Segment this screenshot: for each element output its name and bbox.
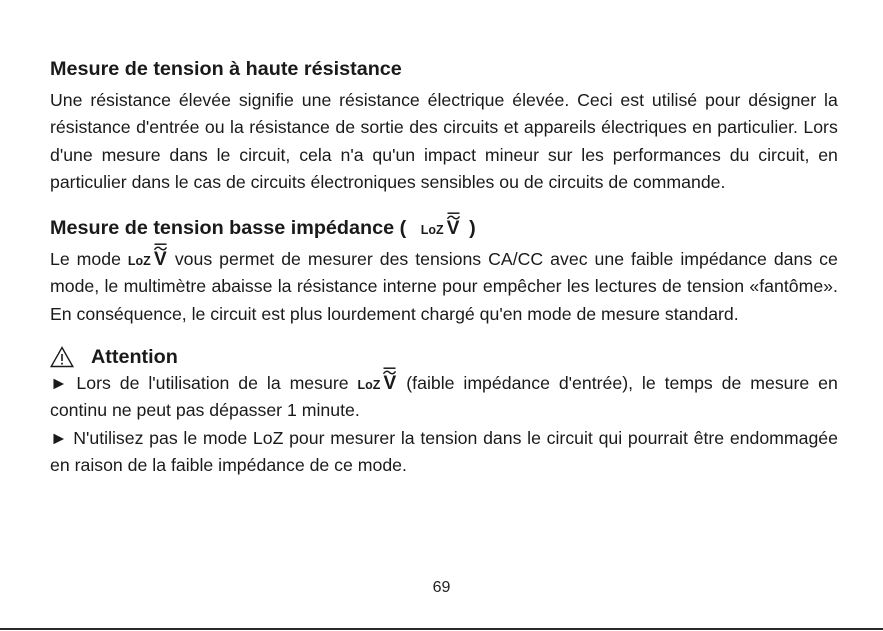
word: mode bbox=[76, 249, 121, 269]
list-item-line: continu ne peut pas dépasser 1 minute. bbox=[50, 400, 360, 421]
paragraph-low-impedance bbox=[50, 246, 838, 328]
word: en bbox=[818, 373, 838, 393]
word: dans bbox=[483, 427, 522, 448]
word: particulier. bbox=[717, 117, 798, 138]
bullet-marker: ► bbox=[50, 427, 68, 448]
word: mode bbox=[202, 427, 248, 448]
word: est bbox=[620, 90, 645, 110]
warning-triangle-icon bbox=[50, 346, 74, 368]
word: tension bbox=[420, 427, 478, 448]
word: mineur bbox=[484, 144, 539, 165]
page-number: 69 bbox=[432, 579, 451, 596]
word: résistance bbox=[339, 90, 420, 110]
word: électriques bbox=[601, 117, 687, 138]
word: qui bbox=[598, 427, 623, 448]
word: résistance bbox=[50, 117, 131, 138]
ac-dc-voltage-icon bbox=[382, 374, 397, 393]
word: de bbox=[238, 373, 258, 393]
loz-voltage-symbol bbox=[357, 374, 397, 393]
word: abaisse bbox=[211, 276, 273, 297]
word: les bbox=[566, 276, 590, 297]
ac-dc-voltage-icon bbox=[446, 219, 461, 238]
paragraph-high-resistance bbox=[50, 87, 838, 196]
word: Une bbox=[50, 90, 83, 110]
word: de bbox=[119, 373, 140, 393]
word: circuit, bbox=[758, 144, 810, 165]
word: mesurer bbox=[330, 427, 396, 448]
word: désigner bbox=[748, 90, 817, 110]
word: vous bbox=[174, 249, 213, 269]
word: signifie bbox=[238, 90, 294, 110]
word: électrique bbox=[427, 90, 505, 110]
voltage-v-label: V bbox=[446, 218, 460, 239]
word: le bbox=[183, 427, 198, 448]
word: tension bbox=[687, 276, 745, 297]
word: de bbox=[662, 276, 682, 297]
word: pas bbox=[149, 427, 178, 448]
word: tensions bbox=[415, 249, 482, 269]
word: mesure bbox=[750, 373, 810, 393]
word: mode, bbox=[50, 276, 100, 297]
word: lectures bbox=[594, 276, 657, 297]
heading-high-resistance-measurement: Mesure de tension à haute résistance bbox=[50, 58, 402, 80]
word: empêcher bbox=[482, 276, 562, 297]
word: interne bbox=[382, 276, 437, 297]
word: élevée bbox=[178, 90, 231, 110]
word: dans bbox=[169, 144, 208, 165]
word: Lors bbox=[76, 373, 111, 393]
word: la bbox=[824, 90, 838, 110]
word: qu'un bbox=[372, 144, 416, 165]
word: des bbox=[379, 249, 409, 269]
heading-low-impedance-measurement bbox=[50, 216, 476, 240]
word: résistance bbox=[296, 276, 378, 297]
word: performances bbox=[612, 144, 721, 165]
word: circuits bbox=[443, 117, 499, 138]
list-item-line bbox=[50, 425, 838, 452]
word: du bbox=[729, 144, 750, 165]
attention-title: Attention bbox=[91, 346, 178, 368]
word: pourrait bbox=[627, 427, 688, 448]
word: de bbox=[281, 249, 301, 269]
loz-label: LoZ bbox=[127, 254, 151, 268]
bullet-marker: ► bbox=[50, 373, 68, 393]
word: en bbox=[692, 117, 712, 138]
word: circuit, bbox=[239, 144, 291, 165]
word: pour bbox=[705, 90, 741, 110]
paragraph-line bbox=[50, 114, 838, 141]
word: en bbox=[818, 144, 838, 165]
word: d'entrée bbox=[136, 117, 200, 138]
word: ou bbox=[204, 117, 225, 138]
word: pour bbox=[289, 427, 325, 448]
loz-label: LoZ bbox=[357, 378, 381, 392]
word: sur bbox=[547, 144, 573, 165]
word: le bbox=[216, 144, 231, 165]
word: de bbox=[335, 117, 356, 138]
word: impédance bbox=[463, 373, 550, 393]
word: impact bbox=[423, 144, 477, 165]
word: le bbox=[527, 427, 541, 448]
word: la bbox=[277, 276, 292, 297]
paragraph-line bbox=[50, 142, 838, 169]
attention-list bbox=[50, 370, 838, 479]
word: de bbox=[721, 373, 742, 393]
word: mesure bbox=[101, 144, 161, 165]
word: l'utilisation bbox=[148, 373, 230, 393]
voltage-v-label: V bbox=[383, 373, 397, 394]
word: Le bbox=[50, 249, 70, 269]
word: la bbox=[266, 373, 281, 393]
paragraph-line: En conséquence, le circuit est plus lourdement chargé qu'en mode de mesure standard. bbox=[50, 303, 739, 324]
word: la bbox=[400, 427, 415, 448]
word: élevée. bbox=[512, 90, 570, 110]
word: CA/CC bbox=[488, 249, 544, 269]
word: LoZ bbox=[252, 427, 284, 448]
heading-closing-paren: ) bbox=[469, 217, 476, 239]
word: une bbox=[594, 249, 625, 269]
word: endommagée bbox=[729, 427, 838, 448]
word: (faible bbox=[406, 373, 455, 393]
word: d'entrée), bbox=[558, 373, 633, 393]
word: résistance bbox=[90, 90, 171, 110]
word: pour bbox=[442, 276, 478, 297]
word: permet bbox=[219, 249, 275, 269]
word: temps bbox=[664, 373, 713, 393]
word: et bbox=[503, 117, 519, 138]
word: sortie bbox=[360, 117, 404, 138]
loz-label: LoZ bbox=[420, 223, 444, 237]
list-item-line bbox=[50, 370, 838, 397]
word: être bbox=[693, 427, 725, 448]
word: mesure bbox=[289, 373, 349, 393]
word: circuit bbox=[546, 427, 593, 448]
word: d'une bbox=[50, 144, 93, 165]
word: dans bbox=[773, 249, 813, 269]
paragraph-line bbox=[50, 273, 838, 300]
paragraph-line bbox=[50, 246, 838, 273]
paragraph-line: particulier dans le cas de circuits électroniques sensibles ou de circuits de commande. bbox=[50, 171, 726, 192]
ac-dc-voltage-icon bbox=[153, 250, 168, 269]
loz-voltage-symbol bbox=[128, 250, 168, 269]
word: cela bbox=[299, 144, 332, 165]
voltage-v-label: V bbox=[153, 249, 167, 270]
word: faible bbox=[631, 249, 674, 269]
word: une bbox=[301, 90, 332, 110]
word: Ceci bbox=[577, 90, 613, 110]
word: multimètre bbox=[123, 276, 207, 297]
word: ce bbox=[819, 249, 838, 269]
list-item-line: en raison de la faible impédance de ce mode. bbox=[50, 454, 407, 475]
word: la bbox=[230, 117, 244, 138]
word: Lors bbox=[803, 117, 838, 138]
word: utilisé bbox=[651, 90, 698, 110]
word: «fantôme». bbox=[749, 276, 838, 297]
paragraph-line bbox=[50, 87, 838, 114]
word: mesurer bbox=[307, 249, 373, 269]
word: n'a bbox=[340, 144, 364, 165]
word: avec bbox=[550, 249, 588, 269]
word: appareils bbox=[523, 117, 596, 138]
word: des bbox=[409, 117, 438, 138]
word: le bbox=[104, 276, 119, 297]
word: les bbox=[581, 144, 604, 165]
loz-voltage-symbol bbox=[421, 219, 461, 239]
word: N'utilisez bbox=[73, 427, 144, 448]
word: impédance bbox=[680, 249, 767, 269]
heading-text: Mesure de tension basse impédance ( bbox=[50, 217, 407, 239]
word: résistance bbox=[249, 117, 330, 138]
word: le bbox=[641, 373, 656, 393]
bottom-divider bbox=[0, 628, 883, 630]
